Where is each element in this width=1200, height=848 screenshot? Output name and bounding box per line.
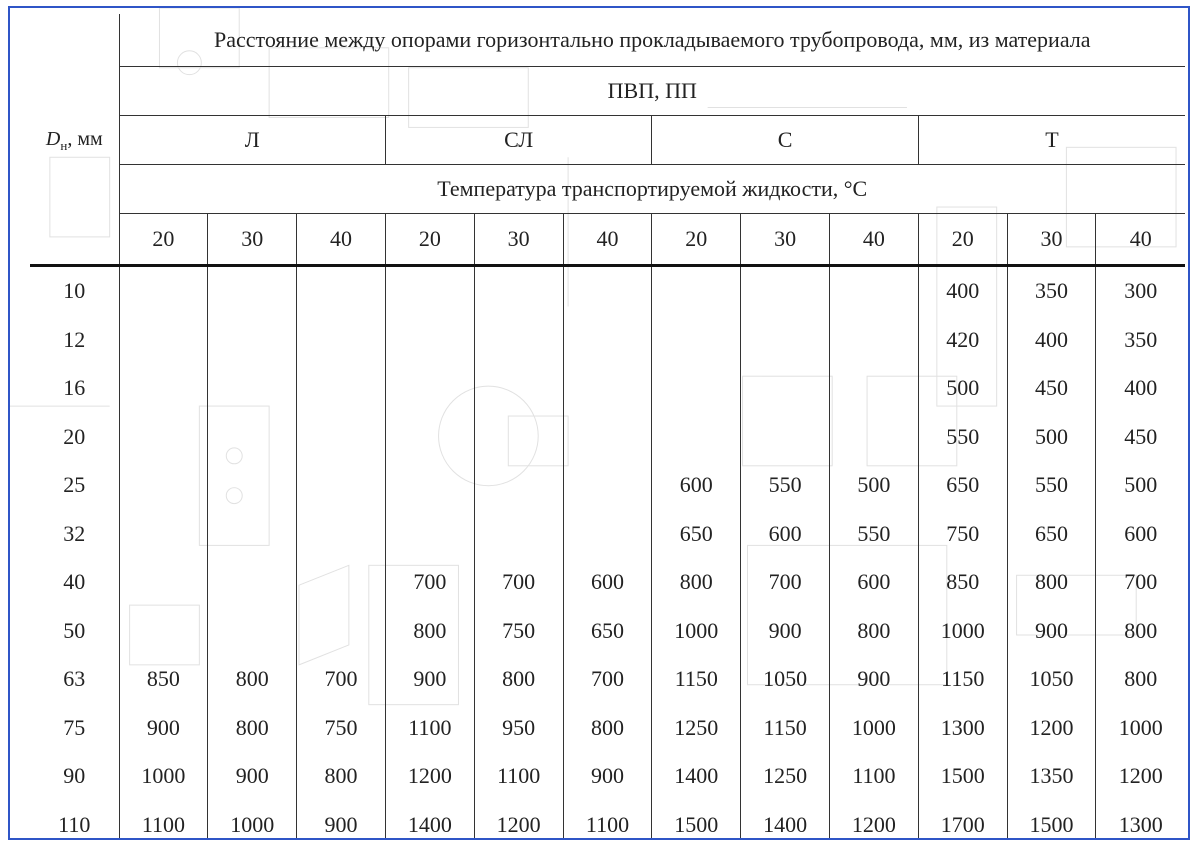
span-value-cell (652, 316, 741, 365)
temperature-values-row (30, 214, 1185, 266)
table-row (30, 266, 1185, 316)
span-value-cell: 700 (297, 655, 386, 704)
temperature-value-header: 20 (918, 214, 1007, 266)
span-value-cell: 1150 (918, 655, 1007, 704)
span-value-cell: 800 (652, 558, 741, 607)
table-row (30, 316, 1185, 365)
span-value-cell: 650 (918, 461, 1007, 510)
material-header: ПВП, ПП (119, 67, 1185, 116)
dn-cell: 16 (30, 364, 119, 413)
span-value-cell: 600 (741, 510, 830, 559)
span-value-cell: 1100 (119, 801, 208, 841)
span-value-cell: 420 (918, 316, 1007, 365)
span-value-cell: 400 (1007, 316, 1096, 365)
span-value-cell (830, 266, 919, 316)
span-value-cell (563, 266, 652, 316)
span-value-cell: 650 (652, 510, 741, 559)
span-value-cell (119, 364, 208, 413)
span-value-cell (119, 607, 208, 656)
temperature-value-header: 30 (208, 214, 297, 266)
span-value-cell (563, 316, 652, 365)
span-value-cell: 500 (918, 364, 1007, 413)
span-value-cell (297, 461, 386, 510)
span-value-cell: 1400 (741, 801, 830, 841)
span-value-cell (741, 266, 830, 316)
span-value-cell (652, 266, 741, 316)
dn-subscript: н (60, 137, 68, 153)
span-value-cell: 800 (208, 655, 297, 704)
span-value-cell (741, 316, 830, 365)
dn-cell: 25 (30, 461, 119, 510)
span-value-cell: 800 (385, 607, 474, 656)
dn-cell: 90 (30, 752, 119, 801)
span-value-cell (474, 510, 563, 559)
span-value-cell: 350 (1124, 326, 1158, 352)
table-header (30, 14, 1185, 266)
span-value-cell (208, 558, 297, 607)
span-value-cell: 850 (119, 655, 208, 704)
span-value-cell (474, 316, 563, 365)
temperature-value-header: 20 (385, 214, 474, 266)
span-value-cell: 1700 (918, 801, 1007, 841)
span-value-cell: 800 (1007, 558, 1096, 607)
span-value-cell: 900 (830, 655, 919, 704)
table-row (30, 752, 1185, 801)
dn-cell: 75 (30, 704, 119, 753)
span-value-cell (208, 266, 297, 316)
table-row (30, 461, 1185, 510)
span-value-cell (208, 364, 297, 413)
span-value-cell: 1500 (918, 752, 1007, 801)
span-value-cell (563, 461, 652, 510)
span-value-cell: 550 (1007, 461, 1096, 510)
span-value-cell (119, 316, 208, 365)
table-row (30, 558, 1185, 607)
span-value-cell: 800 (830, 607, 919, 656)
span-value-cell (297, 510, 386, 559)
dn-cell: 10 (30, 266, 119, 316)
span-value-cell: 700 (474, 558, 563, 607)
span-value-cell (297, 364, 386, 413)
span-value-cell: 550 (830, 510, 919, 559)
span-value-cell: 900 (297, 801, 386, 841)
span-value-cell: 800 (297, 752, 386, 801)
span-value-cell: 450 (1007, 364, 1096, 413)
span-value-cell: 900 (119, 704, 208, 753)
dn-cell: 63 (30, 655, 119, 704)
span-value-cell: 1350 (1007, 752, 1096, 801)
span-value-cell: 1200 (1007, 704, 1096, 753)
span-value-cell: 400 (918, 266, 1007, 316)
span-value-cell: 650 (563, 607, 652, 656)
span-value-cell: 1100 (474, 752, 563, 801)
span-value-cell (474, 364, 563, 413)
dn-cell: 110 (30, 801, 119, 841)
span-value-cell (297, 607, 386, 656)
span-value-cell (741, 364, 830, 413)
table-row (30, 655, 1185, 704)
span-value-cell: 500 (1007, 413, 1096, 462)
span-value-cell: 1200 (385, 752, 474, 801)
temperature-value-header: 30 (1007, 214, 1096, 266)
span-value-cell: 1000 (119, 752, 208, 801)
pipe-group-header: Т (918, 116, 1185, 165)
span-value-cell: 700 (741, 558, 830, 607)
span-value-cell: 900 (208, 752, 297, 801)
span-value-cell: 1100 (563, 801, 652, 841)
span-value-cell (385, 266, 474, 316)
span-value-cell: 350 (1007, 266, 1096, 316)
span-value-cell (208, 413, 297, 462)
span-value-cell: 1050 (1007, 655, 1096, 704)
span-value-cell: 900 (741, 607, 830, 656)
table-row (30, 510, 1185, 559)
span-value-cell: 700 (563, 655, 652, 704)
dn-cell: 20 (30, 413, 119, 462)
span-value-cell: 1000 (918, 607, 1007, 656)
span-value-cell (297, 316, 386, 365)
span-value-cell: 800 (1124, 666, 1158, 692)
span-value-cell: 1150 (741, 704, 830, 753)
span-value-cell (119, 558, 208, 607)
dn-cell: 40 (30, 558, 119, 607)
span-value-cell (652, 413, 741, 462)
span-value-cell (563, 413, 652, 462)
span-value-cell: 300 (1124, 278, 1158, 304)
span-value-cell: 1500 (652, 801, 741, 841)
span-value-cell: 850 (918, 558, 1007, 607)
span-value-cell: 550 (741, 461, 830, 510)
temperature-value-header: 40 (297, 214, 386, 266)
dn-cell: 12 (30, 316, 119, 365)
dn-label (45, 127, 103, 153)
temperature-value-header: 20 (119, 214, 208, 266)
span-value-cell: 1050 (741, 655, 830, 704)
span-value-cell: 450 (1124, 423, 1158, 449)
span-value-cell: 900 (563, 752, 652, 801)
span-value-cell: 700 (1124, 569, 1158, 595)
span-value-cell: 1100 (830, 752, 919, 801)
span-value-cell: 1400 (652, 752, 741, 801)
temperature-header: Температура транспортируемой жидкости, °С (119, 165, 1185, 214)
span-value-cell: 400 (1124, 375, 1158, 401)
temperature-value-header: 40 (563, 214, 652, 266)
span-value-cell: 550 (918, 413, 1007, 462)
span-value-cell: 1000 (208, 801, 297, 841)
span-value-cell: 1500 (1007, 801, 1096, 841)
dn-symbol: D (45, 127, 61, 150)
span-value-cell (652, 364, 741, 413)
temperature-value-header: 30 (474, 214, 563, 266)
span-value-cell: 600 (1124, 520, 1158, 546)
temperature-value-header: 40 (1096, 214, 1185, 266)
span-value-cell (741, 413, 830, 462)
span-value-cell: 500 (830, 461, 919, 510)
table-row (30, 413, 1185, 462)
table-body (30, 266, 1185, 841)
temperature-value-header: 20 (652, 214, 741, 266)
span-value-cell (474, 266, 563, 316)
dn-unit: , мм (67, 127, 103, 150)
span-value-cell: 750 (297, 704, 386, 753)
span-value-cell (563, 364, 652, 413)
span-value-cell: 1300 (918, 704, 1007, 753)
span-value-cell (385, 413, 474, 462)
span-value-cell (208, 607, 297, 656)
pipe-group-header: СЛ (385, 116, 651, 165)
span-value-cell: 1400 (385, 801, 474, 841)
support-spacing-table (30, 14, 1185, 840)
pipe-group-header: Л (119, 116, 385, 165)
span-value-cell: 1300 (1118, 811, 1163, 837)
span-value-cell: 1200 (1118, 763, 1163, 789)
span-value-cell (119, 510, 208, 559)
span-value-cell: 1200 (830, 801, 919, 841)
span-value-cell: 900 (1007, 607, 1096, 656)
span-value-cell (385, 364, 474, 413)
span-value-cell: 1250 (741, 752, 830, 801)
span-value-cell (208, 461, 297, 510)
span-value-cell: 1200 (474, 801, 563, 841)
table-row (30, 607, 1185, 656)
span-value-cell: 800 (208, 704, 297, 753)
span-value-cell (297, 558, 386, 607)
span-value-cell: 700 (385, 558, 474, 607)
dn-cell: 50 (30, 607, 119, 656)
span-value-cell (563, 510, 652, 559)
span-value-cell (474, 413, 563, 462)
span-value-cell (385, 461, 474, 510)
span-value-cell (474, 461, 563, 510)
table-row (30, 801, 1185, 841)
span-value-cell: 950 (474, 704, 563, 753)
span-value-cell (297, 266, 386, 316)
span-value-cell (119, 413, 208, 462)
span-value-cell: 650 (1007, 510, 1096, 559)
span-value-cell: 1150 (652, 655, 741, 704)
span-value-cell (830, 316, 919, 365)
table-frame (8, 6, 1190, 840)
span-value-cell: 750 (918, 510, 1007, 559)
span-value-cell: 1000 (652, 607, 741, 656)
span-value-cell (297, 413, 386, 462)
span-value-cell (208, 510, 297, 559)
temperature-value-header: 40 (830, 214, 919, 266)
span-value-cell (385, 510, 474, 559)
span-value-cell: 800 (563, 704, 652, 753)
pipe-group-header-row (30, 116, 1185, 165)
span-value-cell: 600 (652, 461, 741, 510)
span-value-cell: 1100 (385, 704, 474, 753)
span-value-cell (119, 266, 208, 316)
span-value-cell: 900 (385, 655, 474, 704)
span-value-cell: 600 (830, 558, 919, 607)
pipe-group-header: С (652, 116, 918, 165)
span-value-cell: 800 (1124, 617, 1158, 643)
table-title: Расстояние между опорами горизонтально прокладываемого трубопровода, мм, из материала (119, 14, 1185, 67)
dn-cell: 32 (30, 510, 119, 559)
temperature-value-header: 30 (741, 214, 830, 266)
table-row (30, 364, 1185, 413)
span-value-cell: 800 (474, 655, 563, 704)
span-value-cell (119, 461, 208, 510)
span-value-cell: 1000 (830, 704, 919, 753)
dn-column-header (30, 14, 119, 266)
span-value-cell (208, 316, 297, 365)
span-value-cell (830, 413, 919, 462)
span-value-cell: 1250 (652, 704, 741, 753)
span-value-cell: 600 (563, 558, 652, 607)
span-value-cell (385, 316, 474, 365)
span-value-cell (830, 364, 919, 413)
table-row (30, 704, 1185, 753)
span-value-cell: 500 (1124, 472, 1158, 498)
span-value-cell: 1000 (1118, 714, 1163, 740)
span-value-cell: 750 (474, 607, 563, 656)
